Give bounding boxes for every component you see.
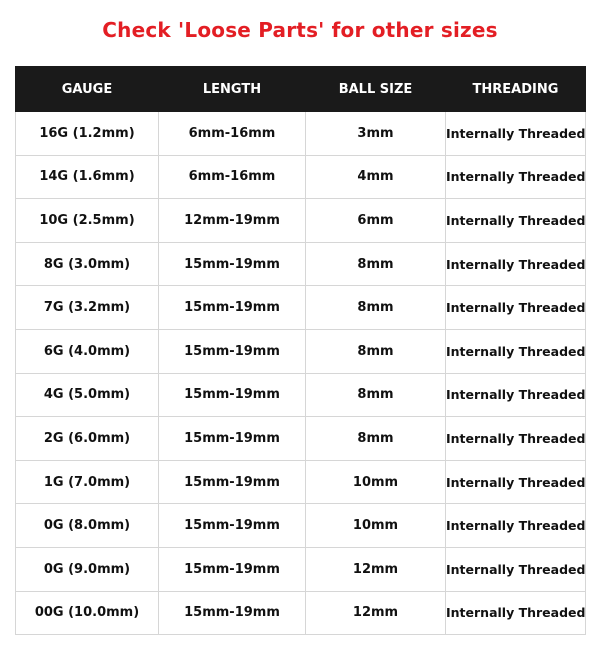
cell-gauge: 0G (8.0mm) [16,504,159,548]
cell-gauge: 00G (10.0mm) [16,591,159,635]
cell-ball-size: 12mm [306,547,446,591]
cell-length: 15mm-19mm [159,329,306,373]
cell-threading: Internally Threaded [446,199,586,243]
cell-ball-size: 10mm [306,504,446,548]
cell-length: 6mm-16mm [159,112,306,156]
cell-gauge: 1G (7.0mm) [16,460,159,504]
table-row [16,199,586,243]
table-row [16,329,586,373]
cell-threading: Internally Threaded [446,417,586,461]
table-row [16,460,586,504]
size-table [15,66,586,635]
cell-threading: Internally Threaded [446,286,586,330]
cell-gauge: 10G (2.5mm) [16,199,159,243]
cell-threading: Internally Threaded [446,504,586,548]
cell-ball-size: 4mm [306,155,446,199]
cell-threading: Internally Threaded [446,373,586,417]
cell-threading: Internally Threaded [446,460,586,504]
cell-length: 6mm-16mm [159,155,306,199]
cell-length: 15mm-19mm [159,547,306,591]
cell-gauge: 14G (1.6mm) [16,155,159,199]
table-header [16,67,586,112]
cell-ball-size: 8mm [306,417,446,461]
column-header-threading: THREADING [446,67,586,112]
cell-gauge: 7G (3.2mm) [16,286,159,330]
cell-length: 12mm-19mm [159,199,306,243]
table-row [16,591,586,635]
table-row [16,504,586,548]
table-row [16,112,586,156]
cell-length: 15mm-19mm [159,460,306,504]
cell-threading: Internally Threaded [446,112,586,156]
table-row [16,547,586,591]
cell-gauge: 0G (9.0mm) [16,547,159,591]
cell-ball-size: 6mm [306,199,446,243]
cell-threading: Internally Threaded [446,155,586,199]
cell-threading: Internally Threaded [446,591,586,635]
cell-length: 15mm-19mm [159,286,306,330]
cell-ball-size: 10mm [306,460,446,504]
cell-ball-size: 8mm [306,329,446,373]
column-header-gauge: GAUGE [16,67,159,112]
cell-gauge: 6G (4.0mm) [16,329,159,373]
cell-gauge: 16G (1.2mm) [16,112,159,156]
cell-gauge: 4G (5.0mm) [16,373,159,417]
cell-ball-size: 8mm [306,373,446,417]
size-table-container [15,66,585,635]
cell-length: 15mm-19mm [159,504,306,548]
cell-length: 15mm-19mm [159,591,306,635]
column-header-ball-size: BALL SIZE [306,67,446,112]
cell-ball-size: 8mm [306,286,446,330]
cell-length: 15mm-19mm [159,373,306,417]
column-header-length: LENGTH [159,67,306,112]
table-row [16,155,586,199]
cell-ball-size: 3mm [306,112,446,156]
cell-threading: Internally Threaded [446,242,586,286]
cell-gauge: 2G (6.0mm) [16,417,159,461]
table-row [16,417,586,461]
cell-threading: Internally Threaded [446,329,586,373]
table-row [16,373,586,417]
cell-ball-size: 8mm [306,242,446,286]
table-body [16,112,586,635]
cell-threading: Internally Threaded [446,547,586,591]
page-heading: Check 'Loose Parts' for other sizes [102,18,498,42]
table-row [16,242,586,286]
cell-length: 15mm-19mm [159,242,306,286]
header-row [16,67,586,112]
table-row [16,286,586,330]
cell-gauge: 8G (3.0mm) [16,242,159,286]
cell-ball-size: 12mm [306,591,446,635]
cell-length: 15mm-19mm [159,417,306,461]
